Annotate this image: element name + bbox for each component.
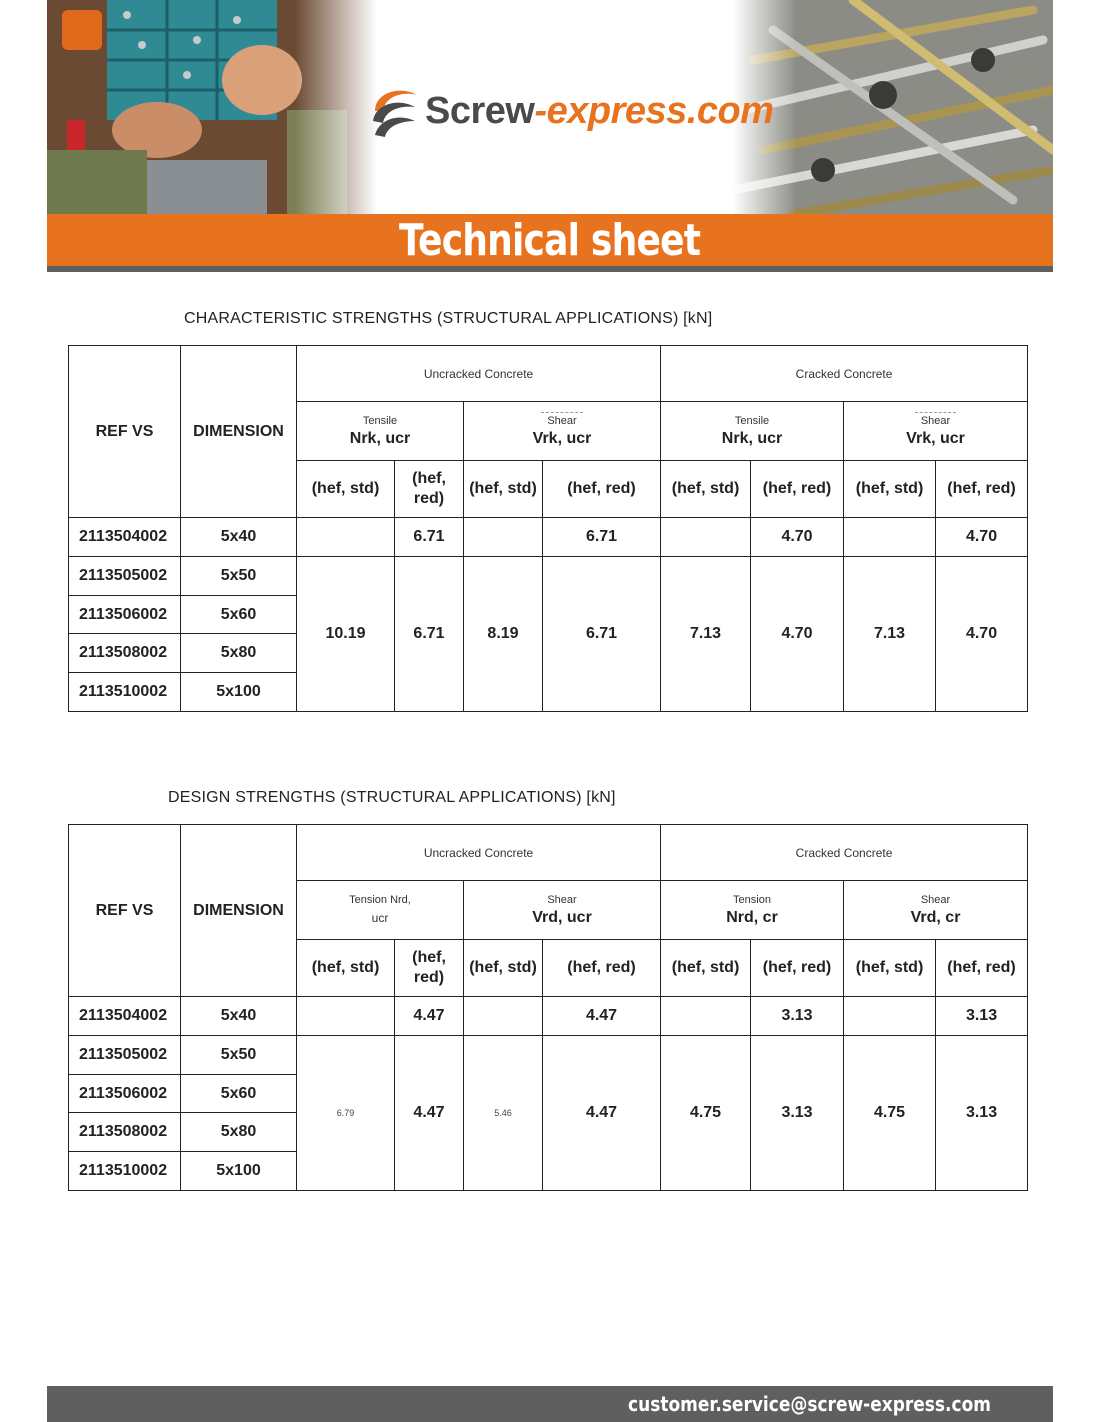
characteristic-table — [68, 345, 1028, 712]
value-cell: 4.47 — [543, 997, 661, 1036]
dimension-cell: 5x50 — [181, 1036, 297, 1075]
col-header: (hef, red) — [751, 461, 844, 518]
table-row — [69, 518, 1028, 557]
value-cell — [464, 518, 543, 557]
value-cell: 5.46 — [464, 1036, 543, 1191]
value-cell: 3.13 — [751, 997, 844, 1036]
value-cell: 6.79 — [297, 1036, 395, 1191]
ref-cell: 2113510002 — [69, 1152, 181, 1191]
value-cell: 8.19 — [464, 557, 543, 712]
value-cell: 10.19 — [297, 557, 395, 712]
col-header: (hef, std) — [661, 940, 751, 997]
col-header: (hef, std) — [844, 461, 936, 518]
table-row — [69, 1036, 1028, 1075]
col-header: (hef, red) — [936, 461, 1028, 518]
workshop-photo — [47, 0, 377, 214]
dimension-header: DIMENSION — [181, 346, 297, 518]
ref-header: REF VS — [69, 825, 181, 997]
value-cell: 6.71 — [395, 518, 464, 557]
col-header: (hef, std) — [464, 461, 543, 518]
value-cell — [297, 997, 395, 1036]
shear-ucr-header: Shear Vrd, ucr — [464, 881, 661, 940]
col-header: (hef, std) — [661, 461, 751, 518]
col-header: (hef, std) — [297, 940, 395, 997]
col-header: (hef, red) — [751, 940, 844, 997]
table-row — [69, 557, 1028, 596]
cracked-header: Cracked Concrete — [661, 825, 1028, 881]
value-cell: 6.71 — [543, 518, 661, 557]
footer-bar — [47, 1386, 1053, 1422]
table-row — [69, 997, 1028, 1036]
shear-cr-header: Shear Vrd, cr — [844, 881, 1028, 940]
tension-ucr-header: Tension Nrd, ucr — [297, 881, 464, 940]
col-header: (hef, std) — [297, 461, 395, 518]
value-cell: 3.13 — [936, 997, 1028, 1036]
value-cell: 4.70 — [936, 557, 1028, 712]
characteristic-title: CHARACTERISTIC STRENGTHS (STRUCTURAL APPLICATIONS) [kN] — [184, 310, 713, 327]
value-cell: 4.47 — [395, 1036, 464, 1191]
ref-cell: 2113506002 — [69, 596, 181, 634]
col-header: (hef, red) — [543, 461, 661, 518]
value-cell — [661, 518, 751, 557]
value-cell: 4.75 — [844, 1036, 936, 1191]
banner-photos — [47, 0, 1053, 214]
value-cell: 4.75 — [661, 1036, 751, 1191]
brand-logo — [369, 78, 773, 144]
value-cell — [661, 997, 751, 1036]
ref-header: REF VS — [69, 346, 181, 518]
shear-cr-header: Shear Vrk, ucr — [844, 402, 1028, 461]
dimension-cell: 5x100 — [181, 673, 297, 712]
uncracked-header: Uncracked Concrete — [297, 346, 661, 402]
value-cell: 7.13 — [661, 557, 751, 712]
dimension-cell: 5x100 — [181, 1152, 297, 1191]
header-banner — [47, 0, 1053, 272]
col-header: (hef, red) — [395, 461, 464, 518]
tension-cr-header: Tension Nrd, cr — [661, 881, 844, 940]
logo-text-screw: Screw — [425, 90, 535, 132]
dimension-cell: 5x50 — [181, 557, 297, 596]
ref-cell: 2113505002 — [69, 557, 181, 596]
cracked-header: Cracked Concrete — [661, 346, 1028, 402]
design-title: DESIGN STRENGTHS (STRUCTURAL APPLICATIONS) [kN] — [168, 789, 616, 806]
dimension-header: DIMENSION — [181, 825, 297, 997]
value-cell: 3.13 — [751, 1036, 844, 1191]
col-header: (hef, red) — [395, 940, 464, 997]
value-cell — [844, 518, 936, 557]
ref-cell: 2113504002 — [69, 997, 181, 1036]
tensile-ucr-header: Tensile Nrk, ucr — [297, 402, 464, 461]
shear-ucr-header: Shear Vrk, ucr — [464, 402, 661, 461]
dimension-cell: 5x80 — [181, 634, 297, 673]
value-cell: 4.70 — [936, 518, 1028, 557]
value-cell: 4.47 — [543, 1036, 661, 1191]
value-cell: 4.70 — [751, 518, 844, 557]
value-cell: 4.47 — [395, 997, 464, 1036]
dimension-cell: 5x80 — [181, 1113, 297, 1152]
page-title: Technical sheet — [399, 214, 701, 266]
dimension-cell: 5x60 — [181, 1075, 297, 1113]
logo-text-express: -express.com — [534, 90, 774, 132]
col-header: (hef, red) — [543, 940, 661, 997]
value-cell: 4.70 — [751, 557, 844, 712]
value-cell: 6.71 — [543, 557, 661, 712]
screws-photo — [733, 0, 1053, 214]
dimension-cell: 5x60 — [181, 596, 297, 634]
col-header: (hef, std) — [844, 940, 936, 997]
logo-swoosh-icon — [369, 81, 421, 141]
value-cell: 7.13 — [844, 557, 936, 712]
value-cell: 6.71 — [395, 557, 464, 712]
ref-cell: 2113508002 — [69, 1113, 181, 1152]
uncracked-header: Uncracked Concrete — [297, 825, 661, 881]
banner-divider — [47, 266, 1053, 272]
value-cell — [464, 997, 543, 1036]
dimension-cell: 5x40 — [181, 997, 297, 1036]
col-header: (hef, std) — [464, 940, 543, 997]
ref-cell: 2113505002 — [69, 1036, 181, 1075]
ref-cell: 2113508002 — [69, 634, 181, 673]
value-cell: 3.13 — [936, 1036, 1028, 1191]
title-bar — [47, 214, 1053, 266]
ref-cell: 2113510002 — [69, 673, 181, 712]
value-cell — [844, 997, 936, 1036]
design-table — [68, 824, 1028, 1191]
value-cell — [297, 518, 395, 557]
dimension-cell: 5x40 — [181, 518, 297, 557]
ref-cell: 2113504002 — [69, 518, 181, 557]
tensile-cr-header: Tensile Nrk, ucr — [661, 402, 844, 461]
contact-email[interactable]: customer.service@screw-express.com — [628, 1392, 991, 1416]
ref-cell: 2113506002 — [69, 1075, 181, 1113]
col-header: (hef, red) — [936, 940, 1028, 997]
